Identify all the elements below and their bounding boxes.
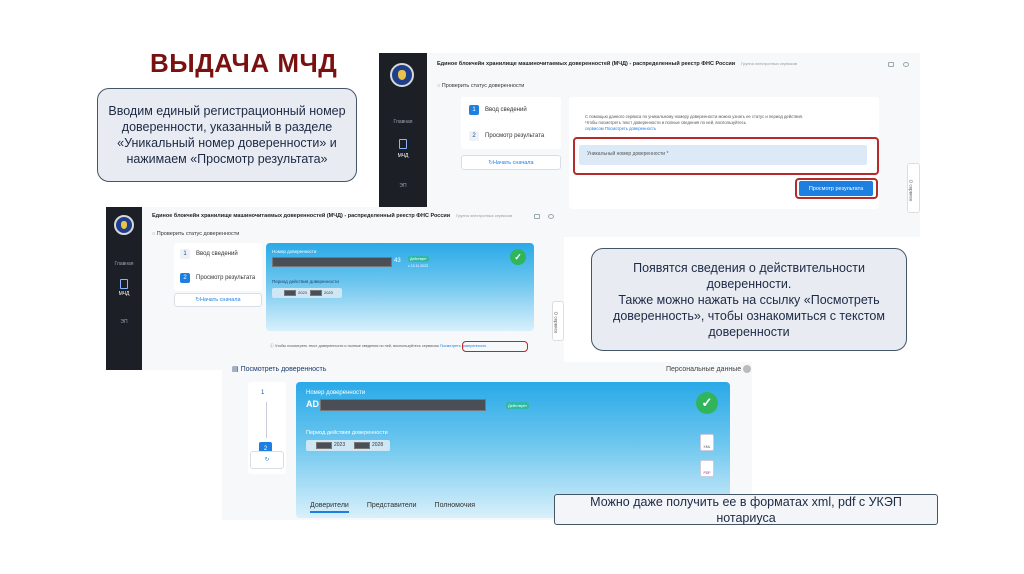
steps-card: [461, 97, 561, 149]
view-power-of-attorney-link[interactable]: сервисом Посмотреть доверенность: [585, 126, 657, 131]
restart-icon-button[interactable]: ↻: [250, 451, 284, 469]
xml-download-icon[interactable]: XML: [700, 434, 714, 451]
step-connector: [266, 402, 267, 438]
help-icon[interactable]: [548, 214, 554, 219]
nav-home[interactable]: Главная: [393, 119, 413, 125]
footer-note: ⓘ Чтобы посмотреть текст доверенности и полные сведения по ней, воспользуйтесь сервисом Посмотреть доверенность: [270, 344, 487, 348]
period-label: Период действия доверенности: [272, 279, 339, 284]
details-tabs: [310, 502, 475, 513]
number-label: Номер доверенности: [306, 390, 366, 396]
help-side-tab[interactable]: О сервисе: [552, 301, 564, 341]
nav-mchd[interactable]: МЧД: [397, 153, 409, 159]
page-title: ▤ Посмотреть доверенность: [232, 366, 327, 373]
view-power-of-attorney-link[interactable]: Посмотреть доверенность: [439, 344, 487, 348]
help-icon[interactable]: [903, 62, 909, 67]
slide-title: ВЫДАЧА МЧД: [150, 48, 338, 78]
pdf-download-icon[interactable]: PDF: [700, 460, 714, 477]
step-2: 2: [259, 442, 272, 455]
tab-representatives[interactable]: Представители: [366, 502, 417, 509]
app-header-title: Единое блокчейн хранилище машиночитаемых доверенностей (МЧД) - распределенный реестр ФНС России Группа электронных сервисов: [437, 61, 798, 67]
chat-icon[interactable]: [888, 62, 894, 67]
nav-ep[interactable]: ЭП: [399, 183, 407, 189]
period-field: [306, 440, 390, 451]
number-label: Номер доверенности: [272, 249, 317, 254]
nav-ep[interactable]: ЭП: [120, 319, 128, 325]
callout-text: Появятся сведения о действительности доверенности. Также можно нажать на ссылку «Посмотреть доверенность», чтобы ознакомиться с текстом доверенности: [613, 260, 885, 339]
callout-text: Вводим единый регистрационный номер доверенности, указанный в разделе «Уникальный номер доверенности» и нажимаем «Просмотр результата»: [108, 104, 346, 166]
highlight-view-link: [462, 341, 528, 352]
callout-result: [591, 248, 907, 351]
redacted-date-to: [310, 290, 322, 296]
tab-principals[interactable]: Доверители: [310, 502, 349, 513]
status-badge: Действует: [508, 403, 527, 408]
app-header-title: Единое блокчейн хранилище машиночитаемых доверенностей (МЧД) - распределенный реестр ФНС России Группа электронных сервисов: [152, 213, 513, 219]
step-2: 2 Просмотр результата: [180, 273, 255, 283]
highlight-submit: [795, 178, 878, 199]
redacted-date-to: [354, 442, 370, 449]
help-side-tab[interactable]: О сервисе: [907, 163, 920, 213]
personal-data-toggle[interactable]: Персональные данные: [666, 365, 751, 373]
steps-card: [174, 243, 262, 291]
step-1: 1 Ввод сведений: [180, 249, 238, 259]
valid-check-icon: ✓: [510, 249, 526, 265]
document-icon: [120, 279, 128, 289]
number-prefix: AD: [306, 399, 319, 409]
page-title: ◌ Проверить статус доверенности: [152, 231, 240, 237]
chat-icon[interactable]: [534, 214, 540, 219]
redacted-number: [320, 399, 486, 411]
nav-mchd[interactable]: МЧД: [118, 291, 130, 297]
callout-text: Можно даже получить ее в форматах xml, pdf с УКЭП нотариуса: [590, 494, 902, 525]
number-field-placeholder: Уникальный номер доверенности *: [587, 151, 669, 157]
highlight-number-field: [573, 137, 879, 175]
step-1: 1 Ввод сведений: [469, 105, 527, 115]
period-label: Период действия доверенности: [306, 430, 388, 436]
page-title: ◌ Проверить статус доверенности: [437, 83, 525, 89]
number-suffix: 43: [394, 258, 401, 264]
restart-button[interactable]: ↻ Начать сначала: [174, 293, 262, 307]
period-to: 2028: [372, 442, 384, 448]
status-date: с 13.11.2023: [408, 264, 428, 268]
period-from: 2023: [334, 442, 346, 448]
result-card: [266, 243, 534, 331]
callout-enter-number: [97, 88, 357, 182]
tab-powers[interactable]: Полномочия: [434, 502, 476, 509]
step-2: 2 Просмотр результата: [469, 131, 544, 141]
fns-emblem-icon: [114, 215, 134, 235]
status-badge: Действует: [410, 257, 427, 261]
valid-check-icon: ✓: [696, 392, 718, 414]
info-text: С помощью данного сервиса по уникальному номеру доверенности можно узнать ее статус и период действия. Чтобы посмотреть текст доверенности и полные сведения по ней, воспользуйтесь сервисом Посмотреть доверенность: [585, 114, 804, 131]
submit-label: Просмотр результата: [808, 185, 864, 192]
period-field: [272, 288, 342, 298]
redacted-date-from: [284, 290, 296, 296]
callout-formats: [554, 494, 938, 525]
document-icon: [399, 139, 407, 149]
redacted-number: [272, 257, 392, 267]
toggle-icon: [743, 365, 751, 373]
sidebar: [106, 207, 142, 370]
period-from: 2023: [298, 290, 307, 295]
screenshot-check-status-result: [106, 207, 564, 370]
restart-button[interactable]: ↻ Начать сначала: [461, 155, 561, 170]
period-to: 2023: [324, 290, 333, 295]
redacted-date-from: [316, 442, 332, 449]
step-1: 1: [261, 390, 265, 396]
fns-emblem-icon: [390, 63, 414, 87]
nav-home[interactable]: Главная: [114, 261, 134, 267]
